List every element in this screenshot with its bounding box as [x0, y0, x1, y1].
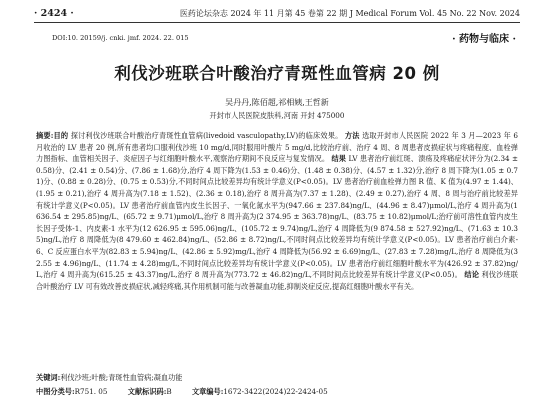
- article-no-label: 文章编号:: [191, 387, 224, 396]
- doi[interactable]: DOI:10. 20159/j. cnki. jmf. 2024. 22. 015: [52, 34, 189, 42]
- conclusion-text: 利伐沙班联合叶酸治疗 LV 可有效改善皮损症状,减轻疼痛,其作用机制可能与改善凝血功能,抑制炎症反应,提高红细胞叶酸水平有关。: [36, 270, 518, 291]
- results-label: 结果: [331, 154, 347, 164]
- section-tag: · 药物与临床 ·: [452, 34, 516, 45]
- keywords-label: 关键词:: [36, 373, 61, 382]
- conclusion-label: 结论: [464, 270, 480, 280]
- methods-text: 选取开封市人民医院 2022 年 3 月—2023 年 6 月收治的 LV 患者 20 例,所有患者均口服利伐沙班 10 mg/d,同时服用叶酸片 5 mg/d,比较治疗前、治疗 4 周、8 周患者皮损症状与疼痛程度、血栓弹力图指标、血管相关因子、炎症因子与红细胞叶酸水平,观察治疗期间不良反应与复发情况。: [36, 131, 518, 164]
- abstract: [36, 130, 518, 292]
- methods-label: 方法: [344, 131, 360, 140]
- header-rule: [34, 22, 520, 23]
- article-title: 利伐沙班联合叶酸治疗青斑性血管病 20 例: [114, 64, 440, 83]
- page-number: · 2424 ·: [34, 8, 74, 19]
- article-number: [192, 387, 328, 396]
- authors: 吴丹丹,陈佰超,祁相姨,王哲新: [225, 98, 329, 107]
- results-text: LV 患者治疗前红斑、溃疡及疼痛症状评分为(2.34 ± 0.58)分、(2.41 ± 0.54)分、(7.86 ± 1.68)分,治疗 4 周下降为(1.53 ± 0.46)分、(1.48 ± 0.38)分、(4.57 ± 1.32)分,治疗 8 周下降为(1.05 ± 0.71)分、(0.88 ± 0.28)分、(0.75 ± 0.53)分,不同时间点比较差异均有统计学意义(P<0.05)。LV 患者治疗前血栓弹力图 R 值、K 值为(4.97 ± 1.44)、(1.95 ± 0.21),治疗 4 周升高为(7.18 ± 1.52)、(2.36 ± 0.18),治疗 8 周升高为(7.37 ± 1.28)、(2.49 ± 0.27),治疗 4 周、8 周与治疗前比较差异有统计学意义(P<0.05)。LV 患者治疗前血管内皮生长因子、一氧化氮水平为(947.66 ± 237.84)ng/L、(44.96 ± 8.47)μmol/L,治疗 4 周升高为(1 636.54 ± 295.85)ng/L、(65.72 ± 9.71)μmol/L,治疗 8 周升高为(2 374.95 ± 363.78)ng/L、(83.75 ± 10.82)μmol/L;治疗前可溶性血管内皮生长因子受体-1、内皮素-1 水平为(12 626.95 ± 595.06)ng/L、(105.72 ± 9.74)ng/L,治疗 4 周降低为(9 874.58 ± 527.92)ng/L、(71.63 ± 10.35)ng/L,治疗 8 周降低为(8 479.60 ± 462.84)ng/L、(52.86 ± 8.72)ng/L,不同时间点比较差异均有统计学意义(P<0.05)。LV 患者治疗前白介素-6、C 反应蛋白水平为(82.83 ± 5.94)ng/L、(42.86 ± 5.92)mg/L,治疗 4 周降低为(56.92 ± 6.69)ng/L、(27.83 ± 7.28)mg/L,治疗 8 周降低为(32.55 ± 4.96)ng/L、(11.74 ± 4.28)mg/L,不同时间点比较差异均有统计学意义(P<0.05)。LV 患者治疗前红细胞叶酸水平为(426.92 ± 37.82)ng/L,治疗 4 周升高为(615.25 ± 43.37)ng/L,治疗 8 周升高为(773.72 ± 46.82)ng/L,不同时间点比较差异有统计学意义(P<0.05)。: [36, 154, 518, 280]
- document-code: [128, 387, 172, 396]
- objective-text: 探讨利伐沙班联合叶酸治疗青斑性血管病(livedoid vasculopathy,LV)的临床效果。: [70, 131, 343, 140]
- doc-code-label: 文献标识码:: [127, 387, 167, 396]
- abstract-label: 摘要:: [36, 131, 54, 140]
- running-title: 医药论坛杂志 2024 年 11 月第 45 卷第 22 期 J Medical Forum Vol. 45 No. 22 Nov. 2024: [179, 9, 520, 18]
- article-no-value: 1672-3422(2024)22-2424-05: [223, 387, 328, 396]
- affiliation: 开封市人民医院皮肤科,河南 开封 475000: [209, 111, 345, 120]
- objective-label: 目的: [53, 131, 69, 140]
- clc-value: R751. 05: [74, 387, 108, 396]
- clc-code: [36, 387, 107, 396]
- doc-code-value: B: [166, 387, 172, 396]
- keywords: [36, 373, 518, 383]
- keywords-text: 利伐沙班;叶酸;青斑性血管病;凝血功能: [60, 373, 183, 382]
- running-header: [34, 6, 520, 22]
- clc-label: 中图分类号:: [36, 387, 75, 396]
- classification-line: [36, 387, 518, 397]
